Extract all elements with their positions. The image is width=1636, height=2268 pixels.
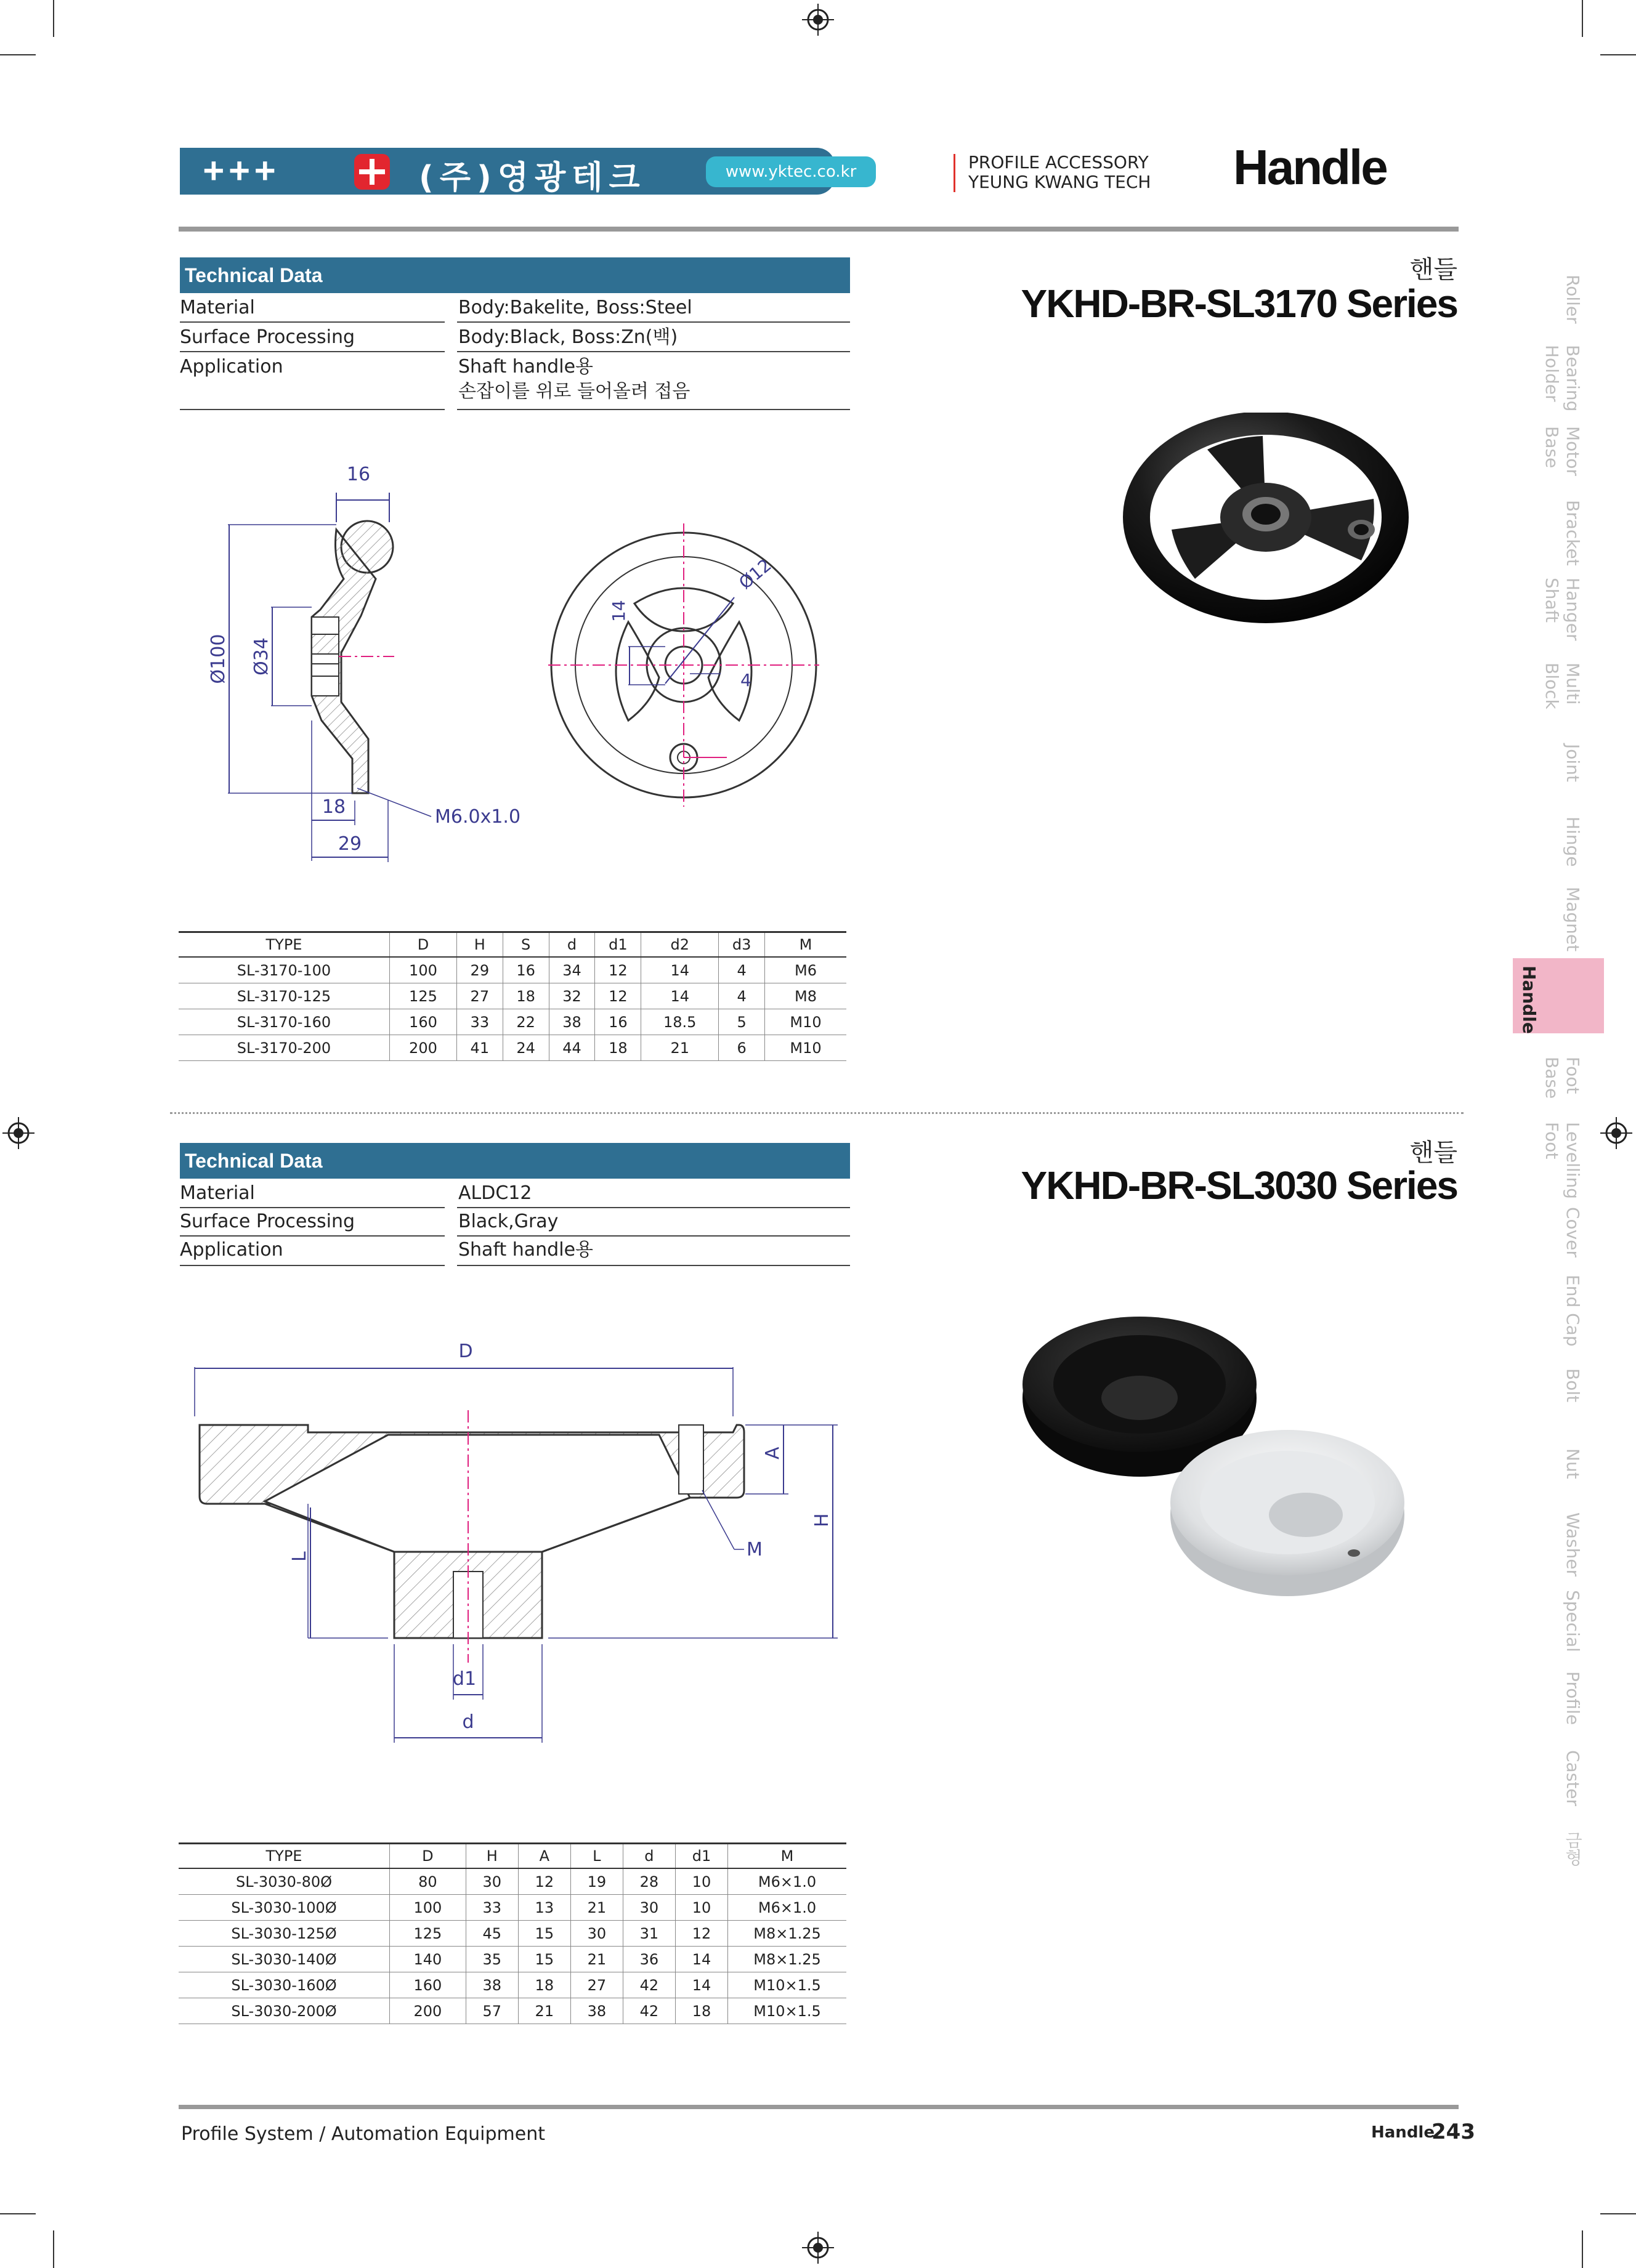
cell: 19 [570, 1868, 623, 1895]
row-divider [180, 1207, 445, 1208]
cell: M6 [765, 957, 847, 983]
registration-mark-icon [2, 1117, 34, 1149]
col-H: H [456, 932, 503, 958]
col-d: d [549, 932, 595, 958]
cell: M10×1.5 [728, 1998, 847, 2024]
cell: 24 [503, 1035, 549, 1061]
cell: SL-3170-125 [179, 983, 390, 1009]
cell: M6×1.0 [728, 1868, 847, 1895]
cell: 35 [466, 1947, 518, 1972]
sidebar-item-joint[interactable]: Joint [1563, 744, 1583, 782]
material-label: Material [180, 1182, 255, 1204]
dim-A: A [762, 1447, 784, 1459]
row-divider [457, 1207, 850, 1208]
cell: 42 [623, 1972, 675, 1998]
cell: 15 [518, 1947, 570, 1972]
col-M: M [728, 1844, 847, 1869]
col-type: TYPE [179, 1844, 390, 1869]
cell: M8×1.25 [728, 1921, 847, 1947]
series-title: YKHD-BR-SL3030 Series [1021, 1163, 1457, 1208]
cell: 18 [503, 983, 549, 1009]
cell: 42 [623, 1998, 675, 2024]
cell: 27 [456, 983, 503, 1009]
col-d: d [623, 1844, 675, 1869]
sidebar-item-hinge[interactable]: Hinge [1563, 817, 1583, 867]
dim-100: Ø100 [208, 634, 229, 684]
col-d3: d3 [719, 932, 765, 958]
cell: 16 [503, 957, 549, 983]
cell: 200 [390, 1035, 457, 1061]
cell: 125 [390, 983, 457, 1009]
col-d2: d2 [641, 932, 719, 958]
cell: M6×1.0 [728, 1895, 847, 1921]
crop-mark [53, 2230, 54, 2268]
footer-category: Handle [1371, 2123, 1435, 2142]
sidebar-item-cover[interactable]: Cover [1563, 1207, 1583, 1257]
sidebar-item-bolt[interactable]: Bolt [1563, 1368, 1583, 1403]
cell: 6 [719, 1035, 765, 1061]
registration-mark-icon [1600, 1117, 1632, 1149]
cell: 38 [570, 1998, 623, 2024]
technical-data-header: Technical Data [180, 257, 850, 293]
section1-spec-table [179, 931, 846, 1061]
sidebar-item-motor-base[interactable]: Motor Base [1542, 426, 1583, 476]
series-title: YKHD-BR-SL3170 Series [1021, 281, 1457, 326]
cell: 5 [719, 1009, 765, 1035]
company-name-en: YEUNG KWANG TECH [968, 172, 1151, 192]
surface-processing-label: Surface Processing [180, 1211, 355, 1232]
dim-D: D [458, 1342, 473, 1362]
crop-mark [53, 0, 54, 37]
cell: 21 [518, 1998, 570, 2024]
cell: SL-3030-140Ø [179, 1947, 390, 1972]
handwheel-photo [1115, 413, 1411, 647]
material-label: Material [180, 297, 255, 318]
cell: 4 [719, 983, 765, 1009]
table-row [179, 1998, 846, 2024]
cell: 160 [390, 1972, 466, 1998]
cell: 16 [595, 1009, 641, 1035]
col-D: D [390, 932, 457, 958]
dim-M: M [747, 1539, 763, 1560]
sidebar-item-foot-base[interactable]: Foot Base [1542, 1057, 1583, 1099]
cell: 125 [390, 1921, 466, 1947]
dim-d1: d1 [452, 1668, 477, 1690]
cell: 45 [466, 1921, 518, 1947]
cell: 12 [595, 957, 641, 983]
crop-mark [0, 54, 36, 55]
header-divider [954, 154, 955, 192]
table-row [179, 1868, 846, 1895]
cell: 27 [570, 1972, 623, 1998]
application-label: Application [180, 1239, 283, 1261]
row-divider [457, 351, 850, 352]
table-row [179, 1947, 846, 1972]
row-divider [180, 409, 445, 410]
dim-4: 4 [740, 670, 751, 690]
cell: 30 [466, 1868, 518, 1895]
cell: SL-3030-80Ø [179, 1868, 390, 1895]
col-M: M [765, 932, 847, 958]
dim-d: d [462, 1711, 474, 1733]
crop-mark [1600, 54, 1636, 55]
cell: 30 [623, 1895, 675, 1921]
table-row [179, 1009, 846, 1035]
sidebar-item-washer[interactable]: Washer [1563, 1512, 1583, 1577]
col-d1: d1 [595, 932, 641, 958]
col-type: TYPE [179, 932, 390, 958]
cell: 32 [549, 983, 595, 1009]
row-divider [180, 1265, 445, 1266]
row-divider [180, 351, 445, 352]
col-S: S [503, 932, 549, 958]
dim-34: Ø34 [251, 637, 272, 676]
header-rule [179, 227, 1459, 232]
sidebar-item-profile[interactable]: Profile [1563, 1671, 1583, 1725]
dim-m6: M6.0x1.0 [435, 806, 521, 828]
cell: 10 [675, 1895, 727, 1921]
surface-processing-label: Surface Processing [180, 326, 355, 348]
cell: 36 [623, 1947, 675, 1972]
cell: 21 [570, 1947, 623, 1972]
dim-14: 14 [609, 600, 629, 622]
page-category-title: Handle [1233, 140, 1387, 195]
website-url[interactable]: www.yktec.co.kr [706, 156, 876, 187]
table-row [179, 957, 846, 983]
cell: 140 [390, 1947, 466, 1972]
sidebar-item-levelling-foot[interactable]: Levelling Foot [1542, 1122, 1583, 1199]
registration-mark-icon [802, 4, 834, 36]
row-divider [457, 321, 850, 323]
cell: 22 [503, 1009, 549, 1035]
cell: 21 [641, 1035, 719, 1061]
cell: 29 [456, 957, 503, 983]
sidebar-item-bracket[interactable]: Bracket [1563, 500, 1583, 566]
cell: M10 [765, 1035, 847, 1061]
cell: SL-3030-100Ø [179, 1895, 390, 1921]
cell: 28 [623, 1868, 675, 1895]
sidebar-item-magnet[interactable]: Magnet [1563, 887, 1583, 952]
cell: M8 [765, 983, 847, 1009]
cell: 18.5 [641, 1009, 719, 1035]
company-name-ko: (주)영광테크 [419, 159, 646, 196]
cell: 14 [641, 957, 719, 983]
cell: 38 [466, 1972, 518, 1998]
registration-mark-icon [802, 2232, 834, 2264]
row-divider [457, 1265, 850, 1266]
series-title-ko: 핸들 [1409, 256, 1457, 284]
application-label: Application [180, 356, 283, 377]
cell: 18 [675, 1998, 727, 2024]
cell: 41 [456, 1035, 503, 1061]
cell: 21 [570, 1895, 623, 1921]
dim-18: 18 [322, 796, 346, 818]
dim-H: H [811, 1513, 833, 1527]
sidebar-item-bearing-holder[interactable]: Bearing Holder [1542, 345, 1583, 412]
series-title-ko: 핸들 [1409, 1139, 1457, 1167]
header-plus: +++ [203, 150, 281, 190]
table-row [179, 1972, 846, 1998]
cell: M10 [765, 1009, 847, 1035]
cell: 160 [390, 1009, 457, 1035]
table-row [179, 1035, 846, 1061]
col-A: A [518, 1844, 570, 1869]
cell: 80 [390, 1868, 466, 1895]
dim-29: 29 [338, 833, 362, 855]
cell: 31 [623, 1921, 675, 1947]
row-divider [180, 321, 445, 323]
sidebar-item-hanger-shaft[interactable]: Hanger Shaft [1542, 578, 1583, 641]
section1-side-drawing [191, 456, 536, 874]
crop-mark [0, 2213, 36, 2214]
page-number: 243 [1432, 2120, 1475, 2144]
material-value: Body:Bakelite, Boss:Steel [458, 297, 692, 318]
cell: 100 [390, 957, 457, 983]
application-value: Shaft handle용 [458, 1239, 593, 1261]
section2-drawing [185, 1342, 850, 1761]
dim-12: Ø12 [735, 555, 775, 594]
surface-processing-value: Body:Black, Boss:Zn(백) [458, 326, 678, 348]
col-L: L [570, 1844, 623, 1869]
cell: SL-3170-160 [179, 1009, 390, 1035]
dim-16: 16 [346, 464, 371, 485]
crop-mark [1582, 2230, 1583, 2268]
cell: 14 [641, 983, 719, 1009]
cell: 100 [390, 1895, 466, 1921]
sidebar-item-handle[interactable]: Handle [1519, 966, 1539, 1034]
section2-spec-table [179, 1842, 846, 2024]
company-logo-icon [354, 154, 390, 190]
cell: 13 [518, 1895, 570, 1921]
sidebar-item-mold[interactable]: 금형 [1563, 1831, 1583, 1866]
cell: 12 [518, 1868, 570, 1895]
cell: 14 [675, 1972, 727, 1998]
cell: 18 [595, 1035, 641, 1061]
col-d1: d1 [675, 1844, 727, 1869]
row-divider [457, 409, 850, 410]
cell: 38 [549, 1009, 595, 1035]
crop-mark [1600, 2213, 1636, 2214]
cell: 12 [595, 983, 641, 1009]
cell: 18 [518, 1972, 570, 1998]
sidebar-item-multi-block[interactable]: Multi Block [1542, 663, 1583, 709]
cell: SL-3170-200 [179, 1035, 390, 1061]
cell: 33 [456, 1009, 503, 1035]
cell: SL-3030-125Ø [179, 1921, 390, 1947]
col-D: D [390, 1844, 466, 1869]
footer-text: Profile System / Automation Equipment [181, 2123, 545, 2145]
footer-rule [179, 2105, 1459, 2109]
table-row [179, 983, 846, 1009]
section1-front-drawing [542, 523, 838, 807]
profile-accessory-text: PROFILE ACCESSORY [968, 152, 1149, 172]
cell: M10×1.5 [728, 1972, 847, 1998]
cell: 200 [390, 1998, 466, 2024]
table-row [179, 1895, 846, 1921]
row-divider [180, 1235, 445, 1237]
technical-data-header: Technical Data [180, 1143, 850, 1179]
sidebar-item-end-cap[interactable]: End Cap [1563, 1275, 1583, 1347]
cell: 15 [518, 1921, 570, 1947]
application-value-2: 손잡이를 위로 들어올려 접음 [458, 381, 690, 402]
section-separator [170, 1112, 1464, 1114]
cell: 4 [719, 957, 765, 983]
cell: SL-3030-200Ø [179, 1998, 390, 2024]
cell: 30 [570, 1921, 623, 1947]
cell: 34 [549, 957, 595, 983]
cell: SL-3030-160Ø [179, 1972, 390, 1998]
sidebar-item-nut[interactable]: Nut [1563, 1448, 1583, 1479]
header-profile-accessory [968, 153, 1151, 192]
application-value: Shaft handle용 [458, 356, 593, 377]
sidebar-item-roller[interactable]: Roller [1563, 275, 1583, 324]
disc-handwheel-photo [1016, 1312, 1435, 1607]
sidebar-item-special[interactable]: Special [1563, 1590, 1583, 1652]
material-value: ALDC12 [458, 1182, 532, 1204]
cell: M8×1.25 [728, 1947, 847, 1972]
cell: 14 [675, 1947, 727, 1972]
cell: SL-3170-100 [179, 957, 390, 983]
cell: 44 [549, 1035, 595, 1061]
cell: 10 [675, 1868, 727, 1895]
crop-mark [1582, 0, 1583, 37]
table-row [179, 1921, 846, 1947]
cell: 33 [466, 1895, 518, 1921]
surface-processing-value: Black,Gray [458, 1211, 559, 1232]
col-H: H [466, 1844, 518, 1869]
cell: 12 [675, 1921, 727, 1947]
cell: 57 [466, 1998, 518, 2024]
sidebar-item-caster[interactable]: Caster [1563, 1750, 1583, 1807]
dim-L: L [289, 1551, 310, 1562]
row-divider [457, 1235, 850, 1237]
